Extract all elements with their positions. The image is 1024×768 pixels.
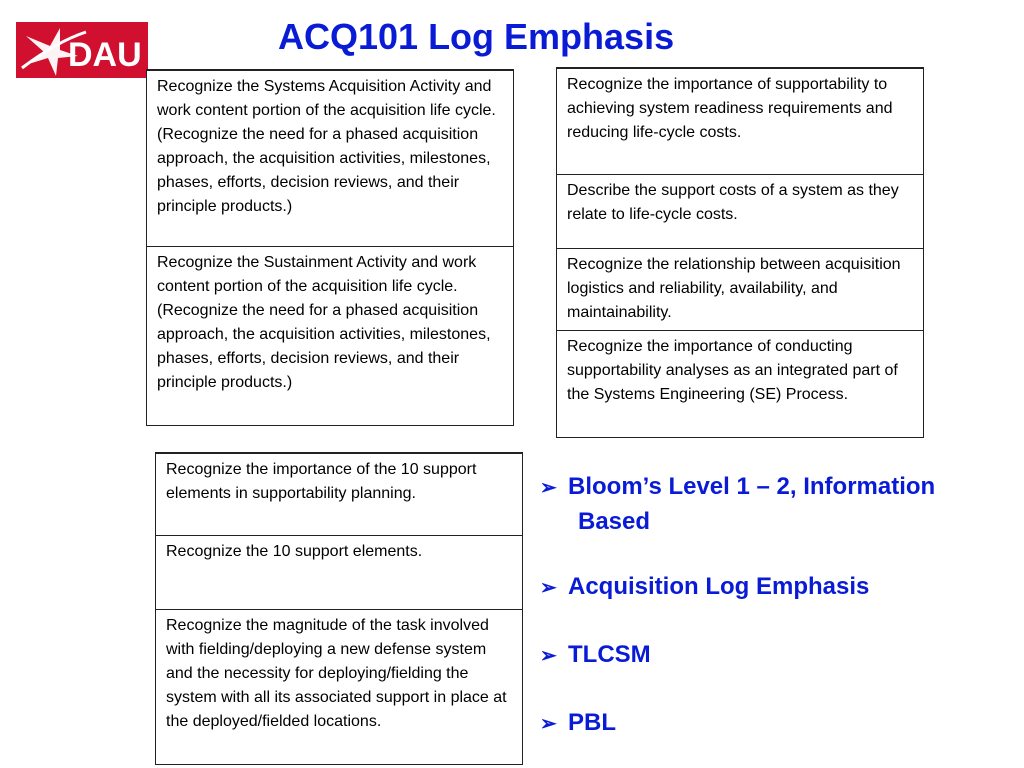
objectives-table-acquisition	[146, 69, 514, 426]
logo-text: DAU	[68, 36, 142, 74]
table-cell: Recognize the relationship between acquisition logistics and reliability, availability, and maintainability.	[557, 249, 923, 331]
bullet-acquisition-log-emphasis: ➢ Acquisition Log Emphasis	[540, 570, 869, 605]
arrow-bullet-icon: ➢	[540, 577, 557, 599]
bullet-pbl: ➢ PBL	[540, 706, 616, 741]
arrow-bullet-icon: ➢	[540, 477, 557, 499]
page-title: ACQ101 Log Emphasis	[278, 16, 675, 57]
table-cell: Recognize the Systems Acquisition Activity and work content portion of the acquisition life cycle. (Recognize the need for a phased acquisition approach, the acquisition activities, milestones, phases, efforts, decision reviews, and their principle products.)	[147, 71, 513, 247]
table-cell: Recognize the importance of the 10 support elements in supportability planning.	[156, 454, 522, 536]
objectives-table-support-elements	[155, 452, 523, 765]
table-cell: Recognize the 10 support elements.	[156, 536, 522, 610]
objectives-table-supportability	[556, 67, 924, 438]
bullet-tlcsm: ➢ TLCSM	[540, 638, 651, 673]
table-cell: Recognize the importance of conducting supportability analyses as an integrated part of the Systems Engineering (SE) Process.	[567, 338, 898, 403]
arrow-bullet-icon: ➢	[540, 645, 557, 667]
bullet-blooms-level: ➢ Bloom’s Level 1 – 2, Information Based	[540, 473, 936, 535]
table-cell: Describe the support costs of a system as they relate to life-cycle costs.	[557, 175, 923, 249]
table-cell: Recognize the magnitude of the task involved with fielding/deploying a new defense system and the necessity for deploying/fielding the system with all its associated support in place at the deployed/fielded locations.	[166, 617, 507, 730]
dau-logo	[16, 22, 148, 78]
arrow-bullet-icon: ➢	[540, 713, 557, 735]
table-cell: Recognize the Sustainment Activity and work content portion of the acquisition life cycle. (Recognize the need for a phased acquisition approach, the acquisition activities, milestones, phases, efforts, decision reviews, and their principle products.)	[157, 254, 491, 391]
table-cell: Recognize the importance of supportability to achieving system readiness requirements and reducing life-cycle costs.	[557, 69, 923, 175]
